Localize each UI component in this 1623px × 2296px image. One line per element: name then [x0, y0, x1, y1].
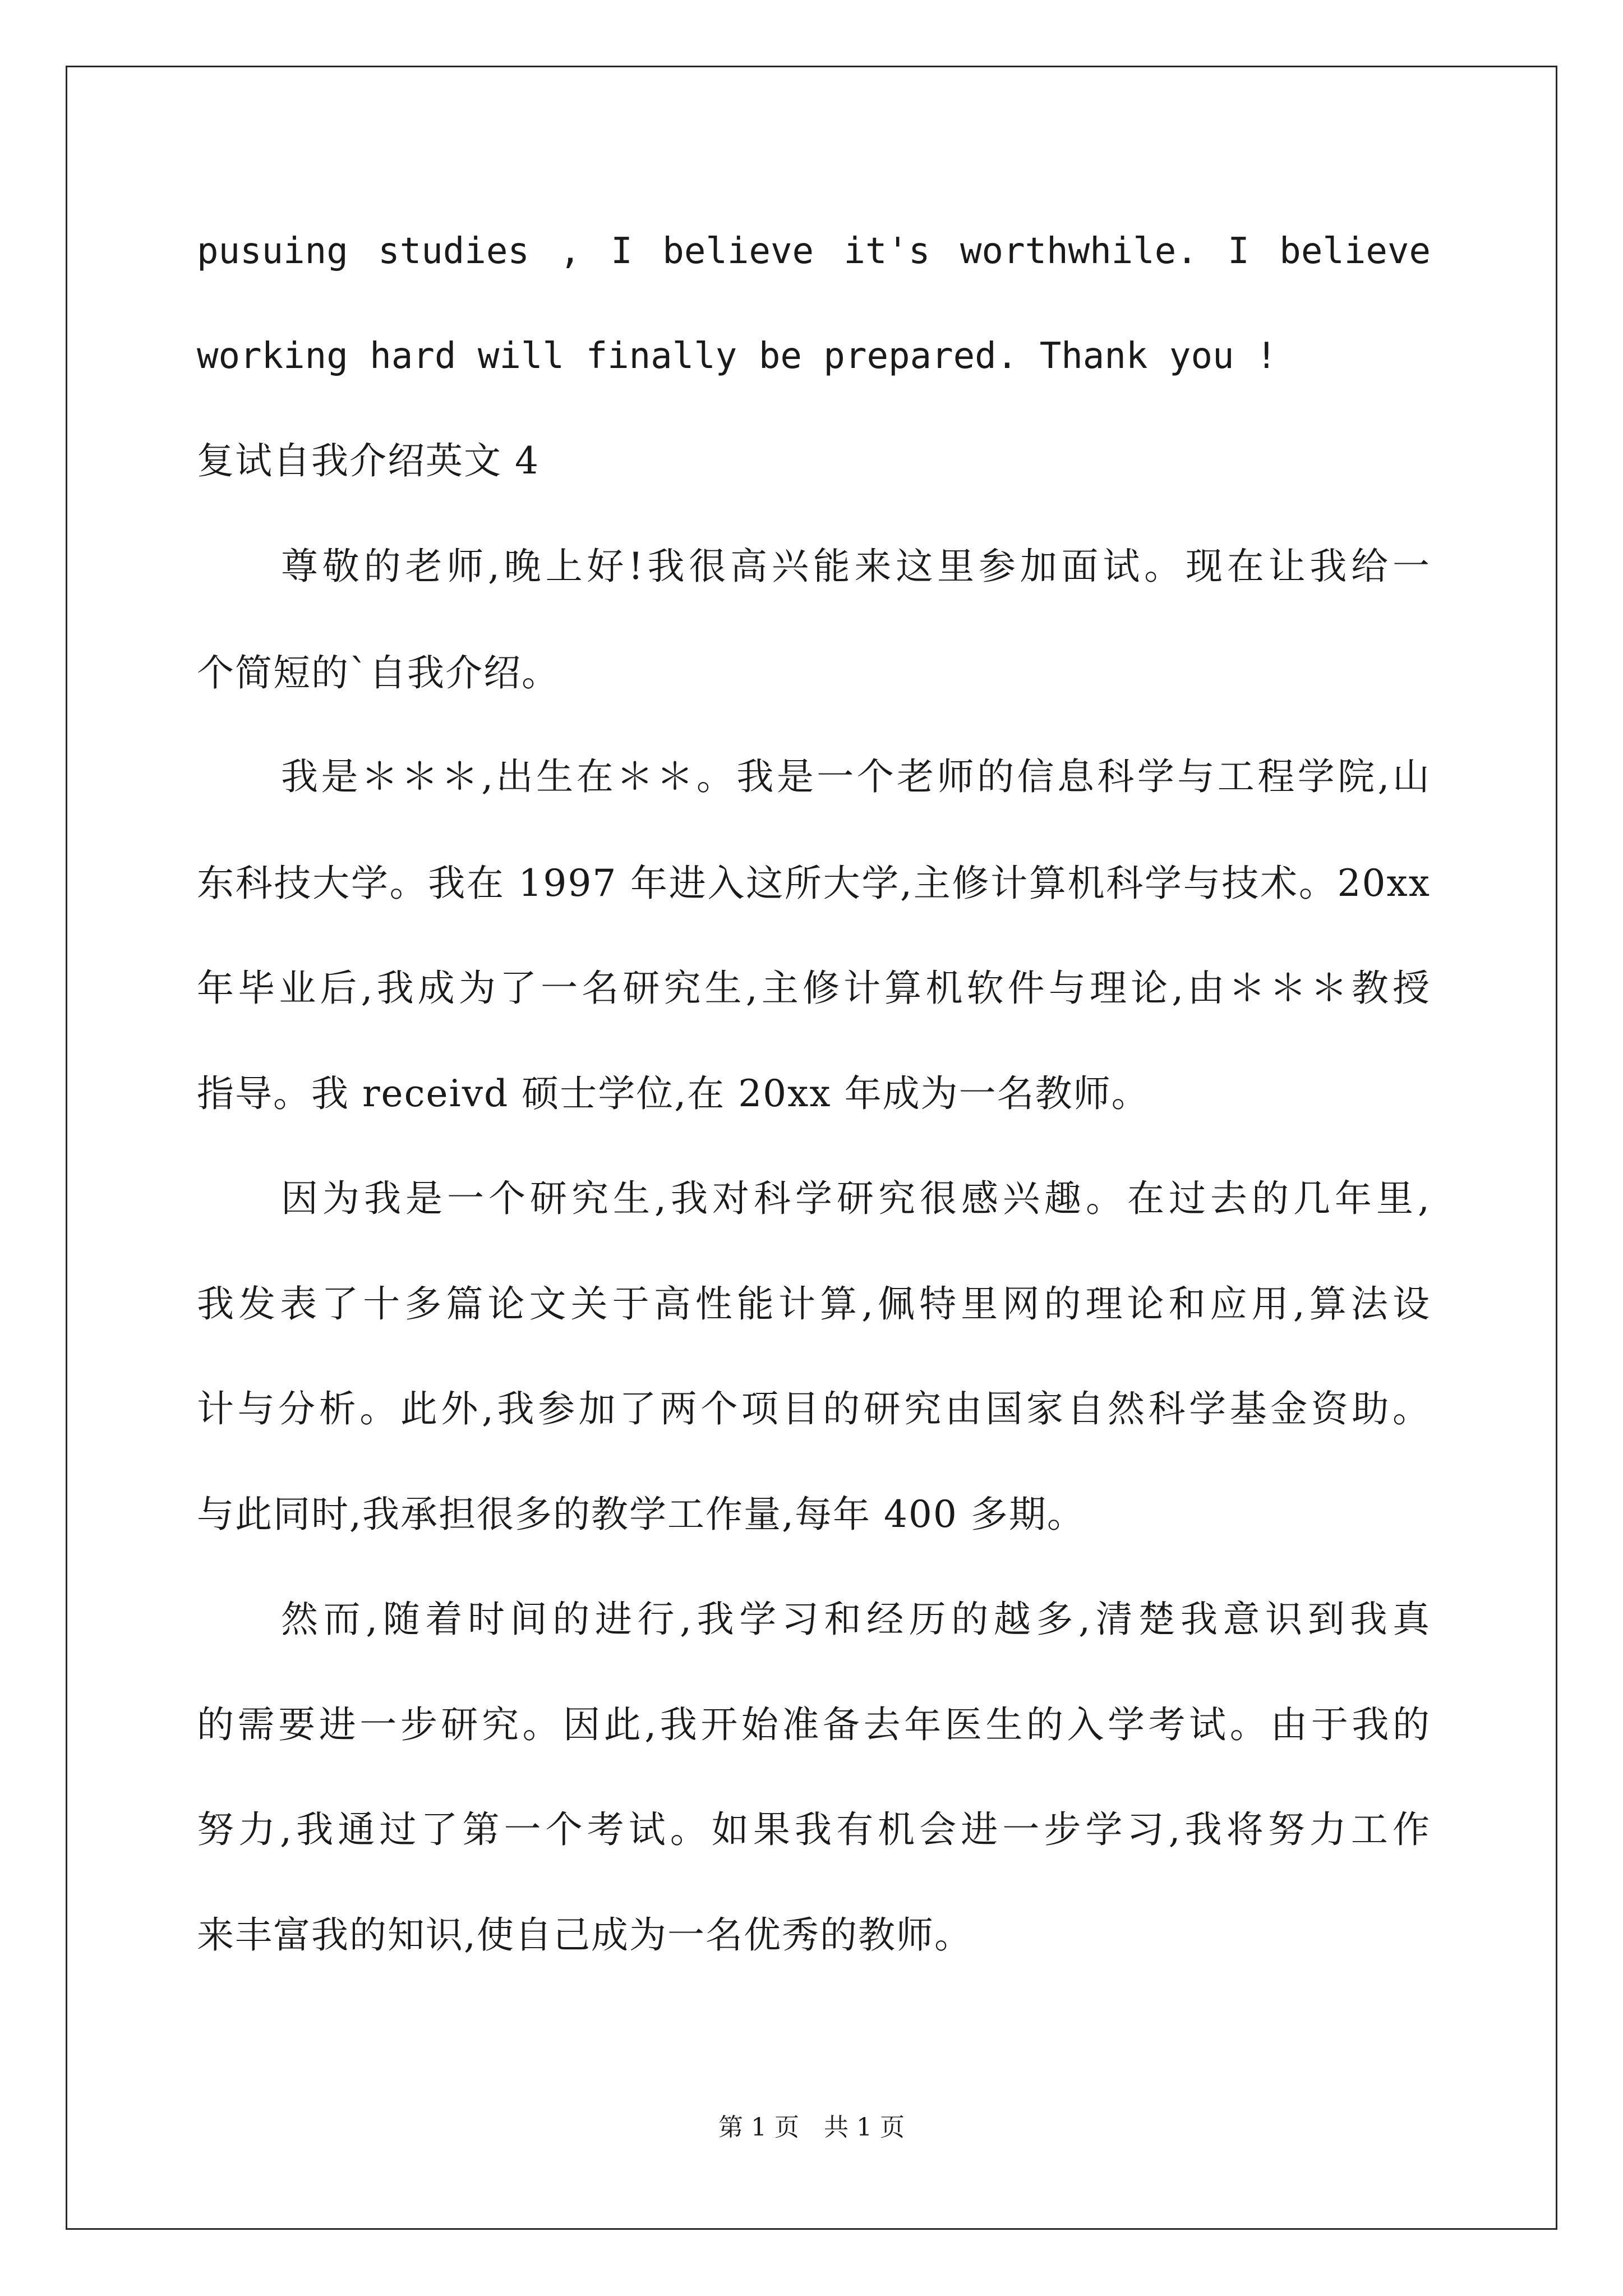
paragraph-3-line-1: 因为我是一个研究生,我对科学研究很感兴趣。在过去的几年里,: [281, 1177, 1431, 1220]
paragraph-3-line-2: 我发表了十多篇论文关于高性能计算,佩特里网的理论和应用,算法设: [197, 1282, 1431, 1326]
paragraph-2-line-1: 我是＊＊＊,出生在＊＊。我是一个老师的信息科学与工程学院,山: [281, 755, 1431, 798]
paragraph-2-line-2: 东科技大学。我在 1997 年进入这所大学,主修计算机科学与技术。20xx: [197, 862, 1431, 905]
paragraph-2-line-3: 年毕业后,我成为了一名研究生,主修计算机软件与理论,由＊＊＊教授: [197, 967, 1431, 1010]
section-heading: 复试自我介绍英文 4: [197, 439, 540, 482]
paragraph-4-line-2: 的需要进一步研究。因此,我开始准备去年医生的入学考试。由于我的: [197, 1703, 1431, 1746]
text-line-1: pusuing studies , I believe it's worthwhile. I believe: [197, 231, 1431, 272]
paragraph-4-line-1: 然而,随着时间的进行,我学习和经历的越多,清楚我意识到我真: [281, 1598, 1431, 1641]
paragraph-4-line-4: 来丰富我的知识,使自己成为一名优秀的教师。: [197, 1913, 972, 1957]
paragraph-1-line-1: 尊敬的老师,晚上好!我很高兴能来这里参加面试。现在让我给一: [281, 545, 1431, 588]
paragraph-3-line-3: 计与分析。此外,我参加了两个项目的研究由国家自然科学基金资助。: [197, 1387, 1431, 1430]
page-number: 第 1 页 共 1 页: [718, 2113, 905, 2142]
paragraph-3-line-4: 与此同时,我承担很多的教学工作量,每年 400 多期。: [197, 1493, 1085, 1536]
paragraph-4-line-3: 努力,我通过了第一个考试。如果我有机会进一步学习,我将努力工作: [197, 1808, 1431, 1851]
paragraph-2-line-4: 指导。我 receivd 硕士学位,在 20xx 年成为一名教师。: [197, 1072, 1150, 1115]
text-line-2: working hard will finally be prepared. Thank you !: [197, 335, 1278, 377]
paragraph-1-line-2: 个简短的`自我介绍。: [197, 651, 560, 694]
page-border: [66, 66, 1557, 2230]
